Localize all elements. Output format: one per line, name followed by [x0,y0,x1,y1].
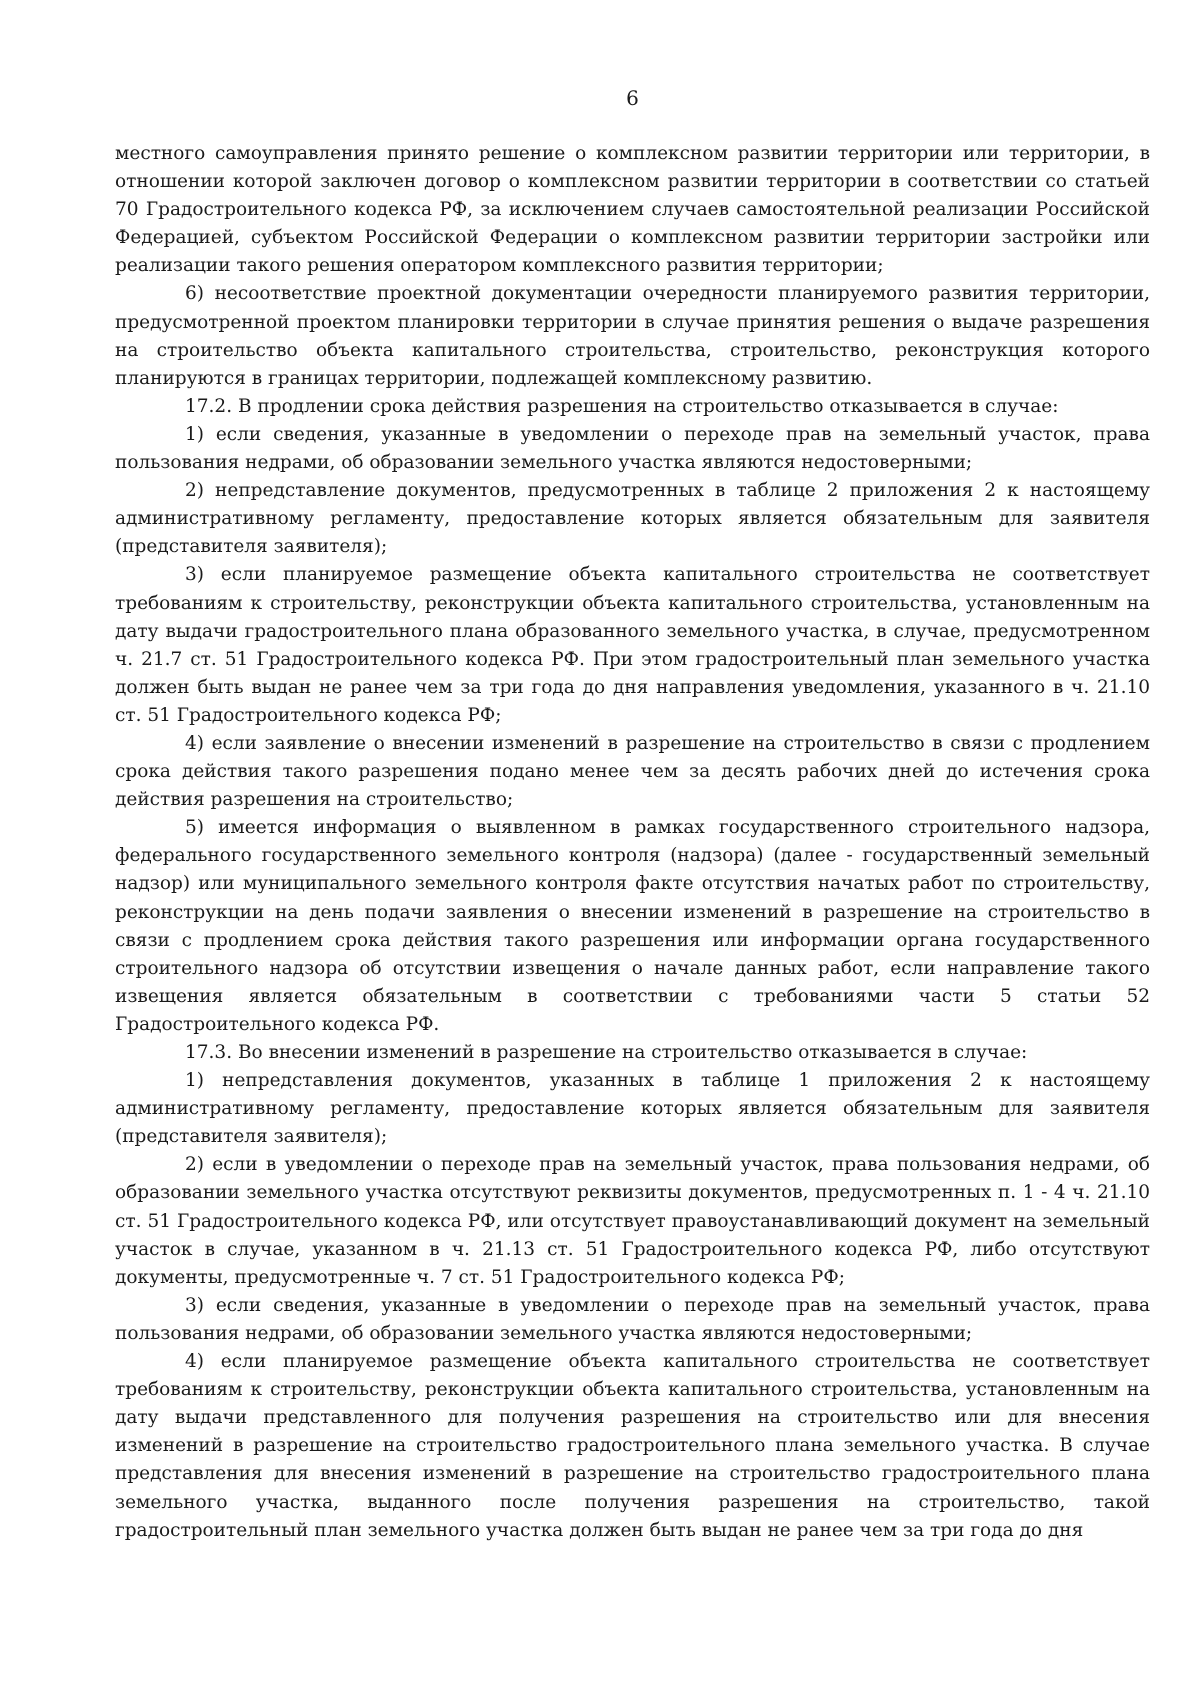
paragraph: 1) если сведения, указанные в уведомлении о переходе прав на земельный участок, права пользования недрами, об образовании земельного участка являются недостоверными; [115,423,1150,474]
paragraph: 2) если в уведомлении о переходе прав на земельный участок, права пользования недрами, об образовании земельного участка отсутствуют реквизиты документов, предусмотренных п. 1 - 4 ч. 21.10 ст. 51 Градостроительного кодекса РФ, или отсутствует правоустанавливающий документ на земельный участок в случае, указанном в ч. 21.13 ст. 51 Градостроительного кодекса РФ, либо отсутствуют документы, предусмотренные ч. 7 ст. 51 Градостроительного кодекса РФ; [115,1154,1150,1288]
document-body [115,140,1150,1545]
paragraph: 3) если сведения, указанные в уведомлении о переходе прав на земельный участок, права пользования недрами, об образовании земельного участка являются недостоверными; [115,1294,1150,1344]
paragraph: 4) если заявление о внесении изменений в разрешение на строительство в связи с продлением срока действия такого разрешения подано менее чем за десять рабочих дней до истечения срока действия разрешения на строительство; [115,732,1150,811]
paragraph: 1) непредставления документов, указанных в таблице 1 приложения 2 к настоящему административному регламенту, предоставление которых является обязательным для заявителя (представителя заявителя); [115,1070,1150,1148]
paragraph: 2) непредставление документов, предусмотренных в таблице 2 приложения 2 к настоящему административному регламенту, предоставление которых является обязательным для заявителя (представителя заявителя); [115,480,1150,558]
page-number: 6 [626,86,639,110]
paragraph: местного самоуправления принято решение о комплексном развитии территории или территории, в отношении которой заключен договор о комплексном развитии территории в соответствии со статьей 70 Градостроительного кодекса РФ, за исключением случаев самостоятельной реализации Российской Федерацией, субъектом Российской Федерации о комплексном развитии территории застройки или реализации такого решения оператором комплексного развития территории; [115,143,1150,277]
paragraph: 4) если планируемое размещение объекта капитального строительства не соответствует требованиям к строительству, реконструкции объекта капитального строительства, установленным на дату выдачи представленного для получения разрешения на строительство или для внесения изменений в разрешение на строительство градостроительного плана земельного участка. В случае представления для внесения изменений в разрешение на строительство градостроительного плана земельного участка, выданного после получения разрешения на строительство, такой градостроительный план земельного участка должен быть выдан не ранее чем за три года до дня [115,1351,1150,1541]
paragraph: 17.3. Во внесении изменений в разрешение на строительство отказывается в случае: [185,1042,1028,1063]
paragraph: 17.2. В продлении срока действия разрешения на строительство отказывается в случае: [185,395,1059,417]
paragraph: 6) несоответствие проектной документации очередности планируемого развития территории, предусмотренной проектом планировки территории в случае принятия решения о выдаче разрешения на строительство объекта капитального строительства, строительство, реконструкция которого планируются в границах территории, подлежащей комплексному развитию. [115,283,1150,389]
paragraph: 3) если планируемое размещение объекта капитального строительства не соответствует требованиям к строительству, реконструкции объекта капитального строительства, установленным на дату выдачи градостроительного плана образованного земельного участка, в случае, предусмотренном ч. 21.7 ст. 51 Градостроительного кодекса РФ. При этом градостроительный план земельного участка должен быть выдан не ранее чем за три года до дня направления уведомления, указанного в ч. 21.10 ст. 51 Градостроительного кодекса РФ; [115,564,1150,726]
paragraph: 5) имеется информация о выявленном в рамках государственного строительного надзора, федерального государственного земельного контроля (надзора) (далее - государственный земельный надзор) или муниципального земельного контроля факте отсутствия начатых работ по строительству, реконструкции на день подачи заявления о внесении изменений в разрешение на строительство в связи с продлением срока действия такого разрешения или информации органа государственного строительного надзора об отсутствии извещения о начале данных работ, если направление такого извещения является обязательным в соответствии с требованиями части 5 статьи 52 Градостроительного кодекса РФ. [115,817,1150,1035]
